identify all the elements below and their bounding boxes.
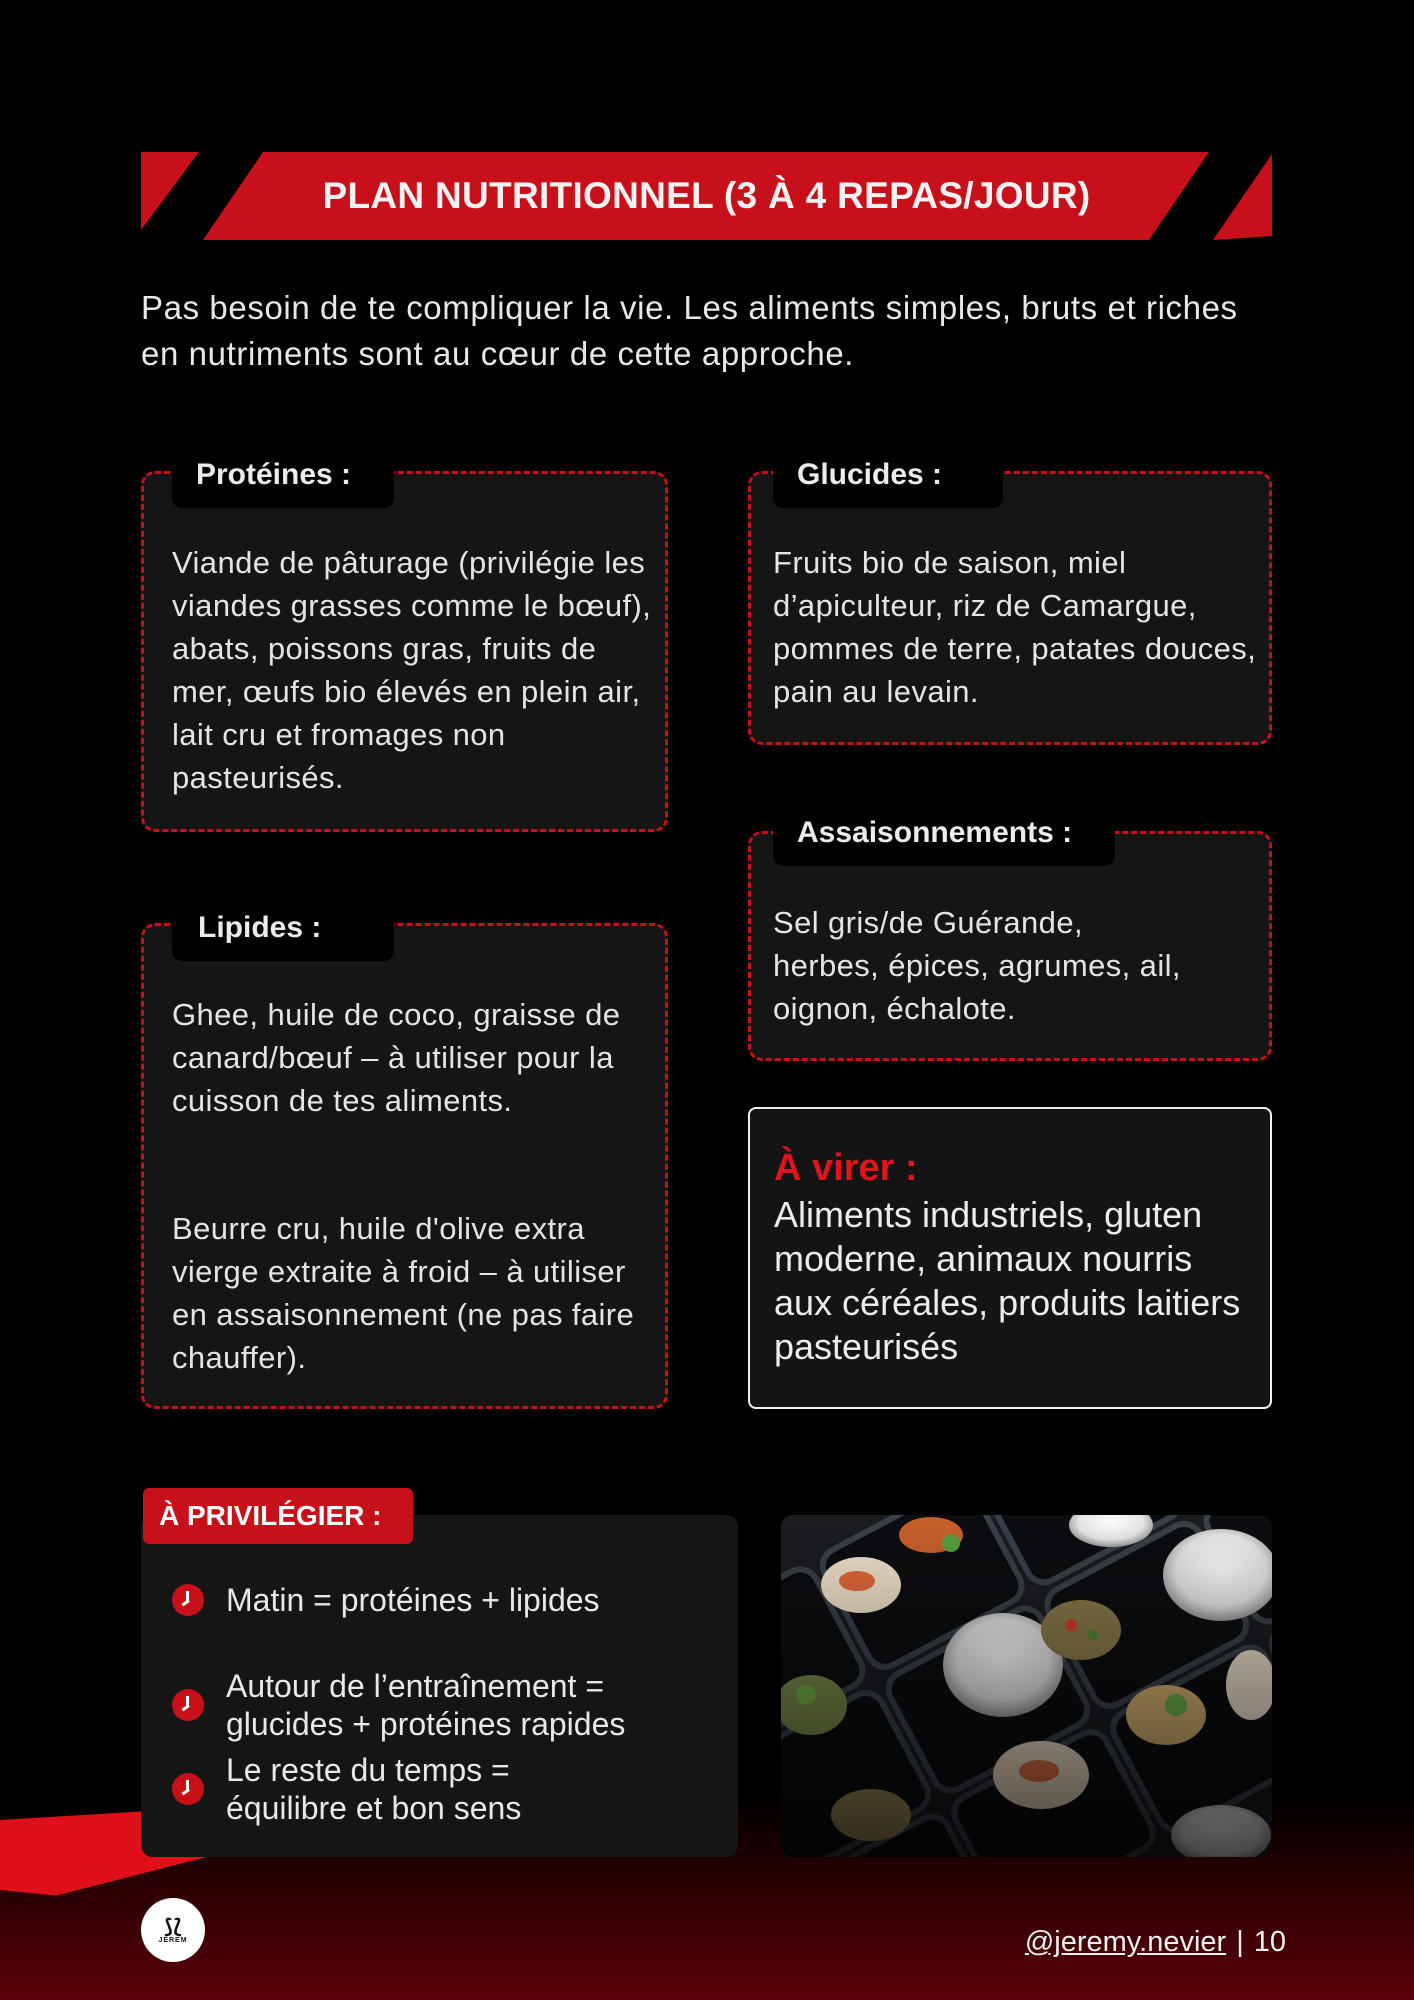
footer: [1025, 1926, 1286, 1959]
privilegier-item-text: Matin = protéines + lipides: [226, 1582, 600, 1618]
card-proteines-label: Protéines :: [172, 442, 394, 508]
clock-icon: [172, 1773, 204, 1805]
privilegier-badge: À PRIVILÉGIER :: [143, 1488, 413, 1544]
card-assaisonnements-text: Sel gris/de Guérande, herbes, épices, agrumes, ail, oignon, échalote.: [773, 905, 1181, 1026]
privilegier-item: [172, 1581, 600, 1619]
brand-logo: [141, 1898, 205, 1962]
intro-paragraph: Pas besoin de te compliquer la vie. Les aliments simples, bruts et riches en nutriments sont au cœur de cette approche.: [141, 289, 1238, 372]
avoid-text: Aliments industriels, gluten moderne, animaux nourris aux céréales, produits laitiers pasteurisés: [774, 1194, 1241, 1367]
card-glucides-label: Glucides :: [773, 442, 1003, 508]
meal-prep-photo: [781, 1515, 1272, 1857]
privilegier-item-text: Le reste du temps = équilibre et bon sens: [226, 1752, 522, 1826]
avoid-title: À virer :: [774, 1147, 918, 1189]
logo-text: JEREM: [158, 1936, 188, 1944]
page-number: 10: [1253, 1926, 1286, 1958]
title-banner: [141, 152, 1272, 240]
card-lipides-text-assaisonnement: Beurre cru, huile d'olive extra vierge extraite à froid – à utiliser en assaisonnement (ne pas faire chauffer).: [172, 1211, 635, 1375]
privilegier-item: [172, 1667, 706, 1743]
footer-separator: |: [1236, 1926, 1244, 1958]
card-proteines-text: Viande de pâturage (privilégie les viandes grasses comme le bœuf), abats, poissons gras, fruits de mer, œufs bio élevés en plein air, lait cru et fromages non pasteurisés.: [172, 545, 652, 795]
social-handle-link[interactable]: @jeremy.nevier: [1024, 1926, 1227, 1958]
card-lipides-label: Lipides :: [172, 895, 394, 961]
privilegier-item: [172, 1751, 626, 1827]
privilegier-item-text: Autour de l’entraînement = glucides + protéines rapides: [226, 1668, 626, 1742]
clock-icon: [172, 1584, 204, 1616]
logo-mark-icon: ⟆⟅: [163, 1915, 183, 1938]
clock-icon: [172, 1689, 204, 1721]
card-glucides-text: Fruits bio de saison, miel d’apiculteur, riz de Camargue, pommes de terre, patates douces, pain au levain.: [773, 545, 1257, 709]
page-title: PLAN NUTRITIONNEL (3 À 4 REPAS/JOUR): [322, 175, 1091, 216]
card-assaisonnements-label: Assaisonnements :: [773, 800, 1115, 866]
card-lipides-text-cuisson: Ghee, huile de coco, graisse de canard/bœuf – à utiliser pour la cuisson de tes aliments.: [172, 997, 621, 1118]
avoid-box: [748, 1107, 1272, 1409]
